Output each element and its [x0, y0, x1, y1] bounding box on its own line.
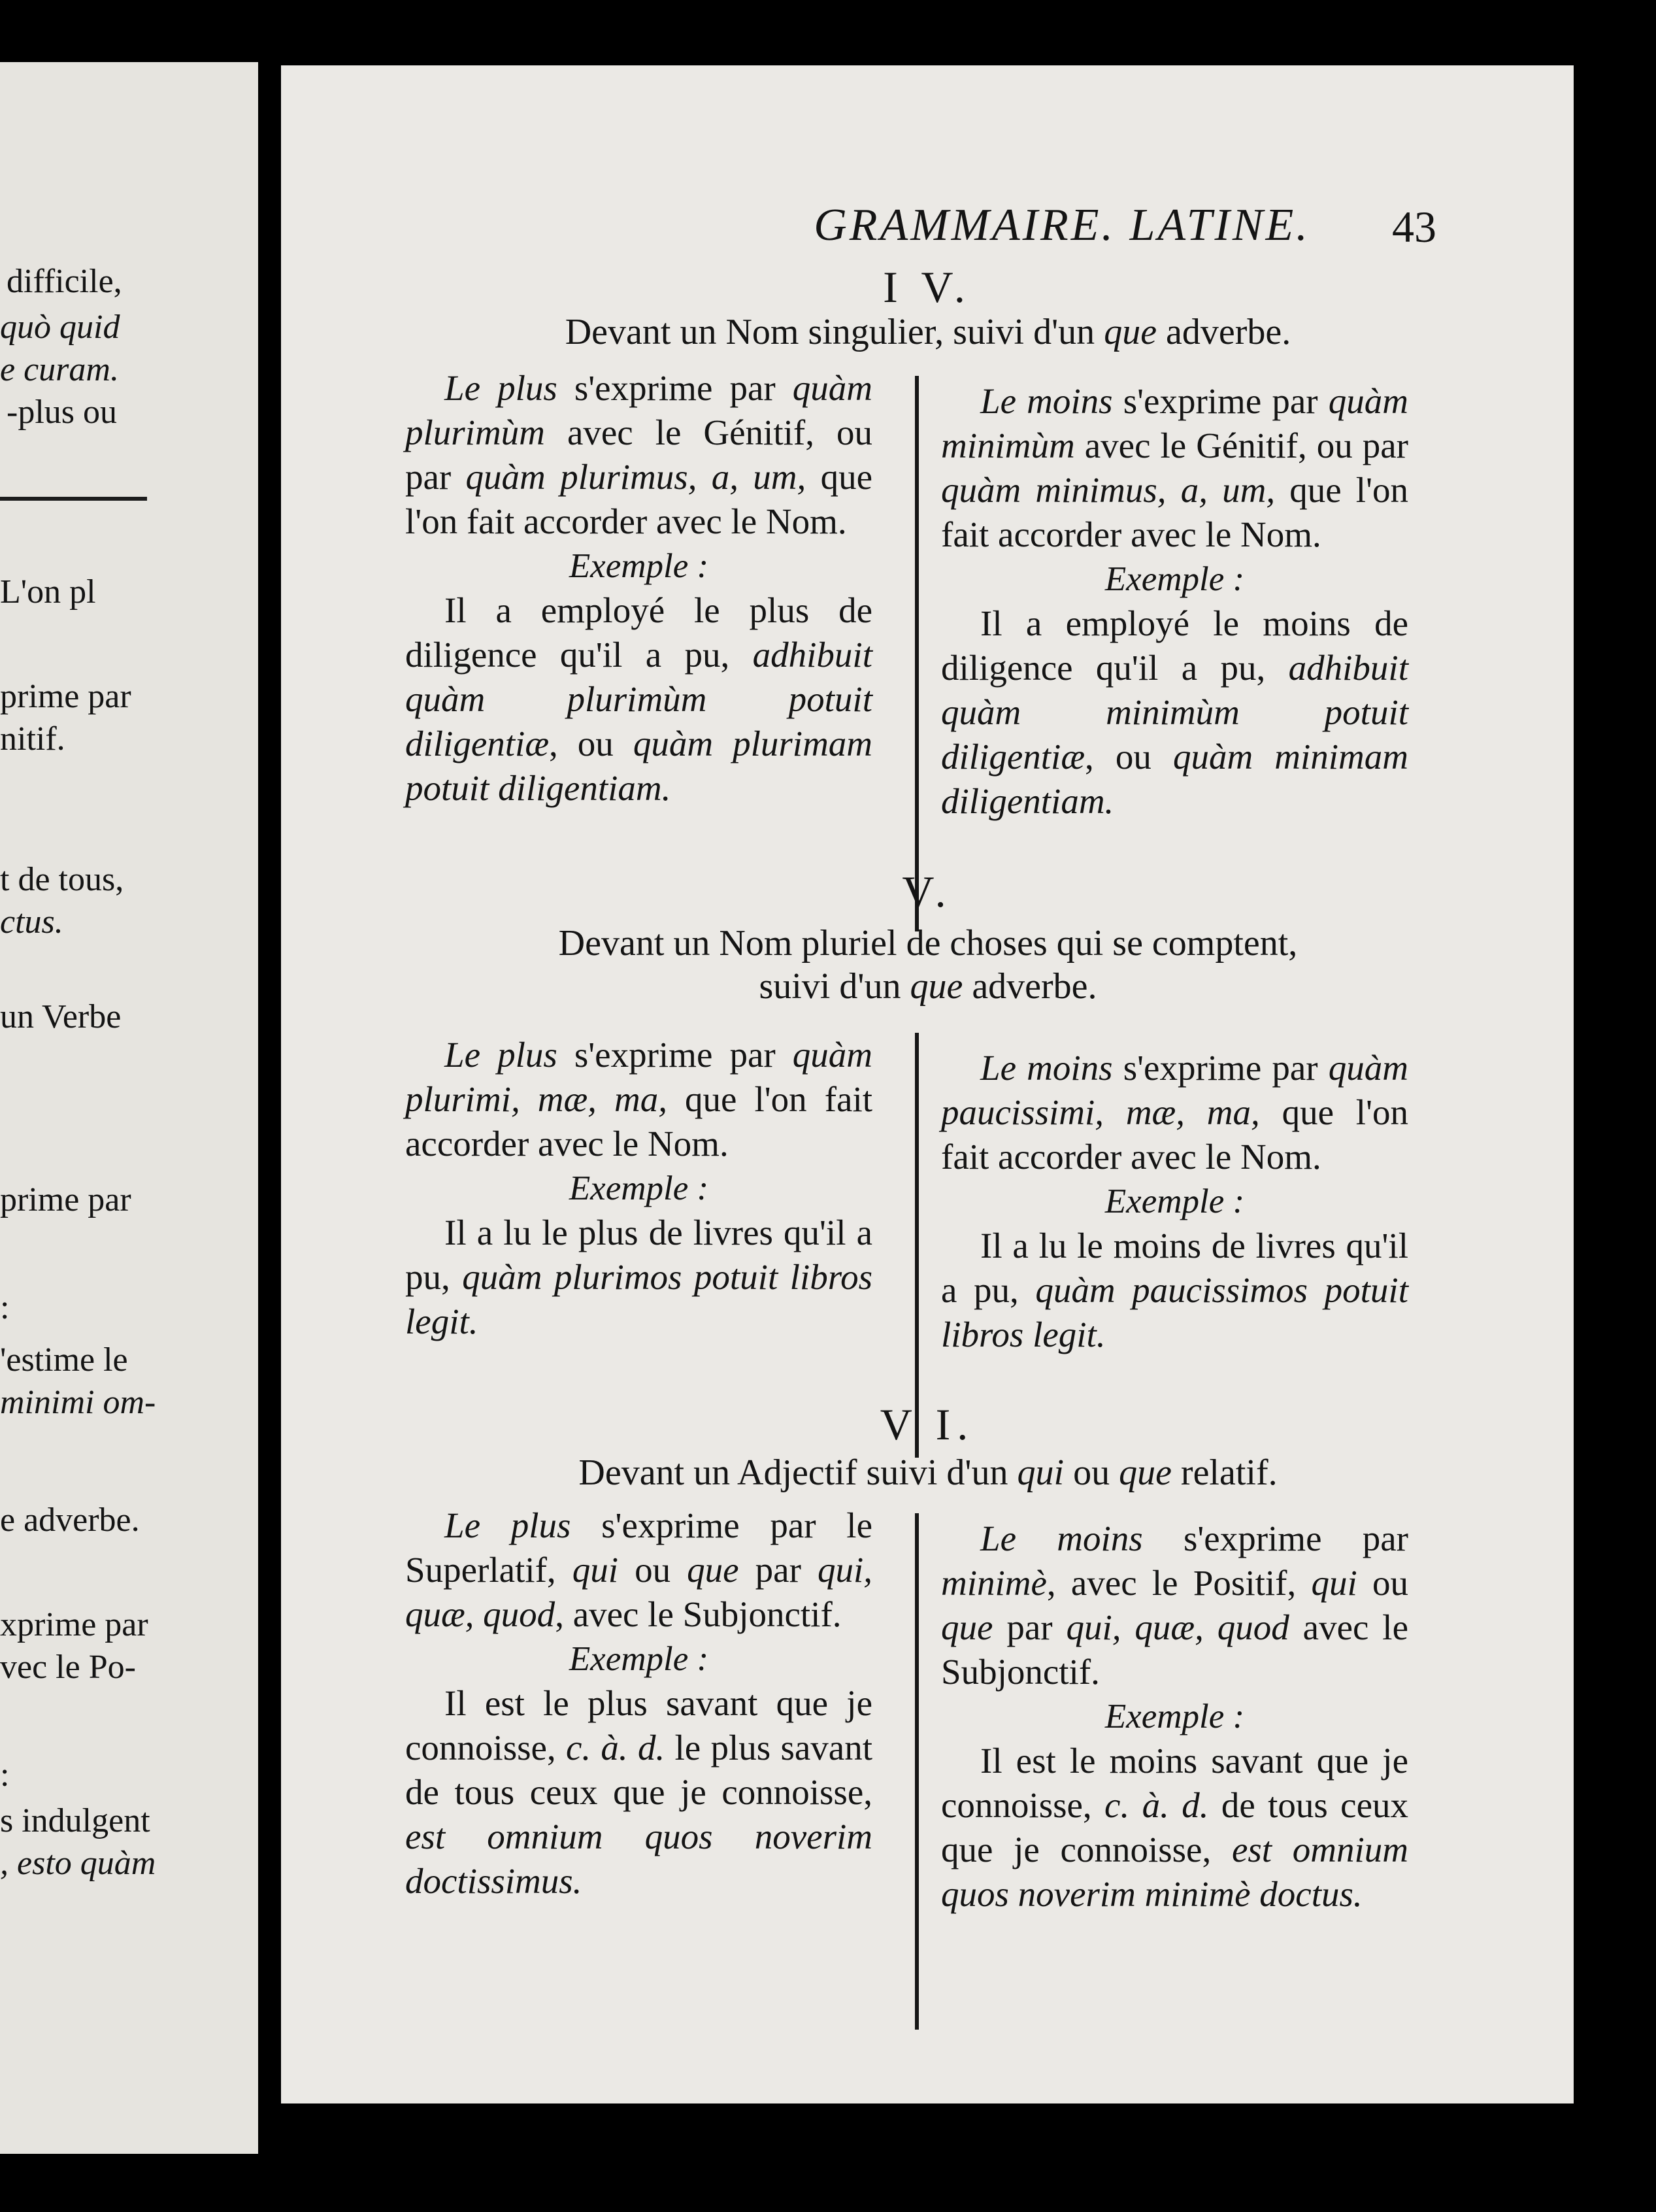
right-column: [941, 1046, 1408, 1357]
left-page-fragment-text: vec le Po-: [0, 1649, 136, 1686]
rule-text: Le moins s'exprime par minimè, avec le Positif, qui ou que par qui, quæ, quod avec le Subjonctif.: [941, 1518, 1409, 1692]
left-page-fragment-text: prime par: [0, 678, 131, 715]
example-text: Il est le plus savant que je connoisse, c. à. d. le plus savant de tous ceux que je connoisse, est omnium quos noverim doctissimus.: [405, 1683, 873, 1901]
left-page-fragment-text: :: [0, 1289, 10, 1326]
section-heading: Devant un Adjectif suivi d'un qui ou que relatif.: [578, 1452, 1278, 1493]
rule-text: Le moins s'exprime par quàm minimùm avec le Génitif, ou par quàm minimus, a, um, que l'on fait accorder avec le Nom.: [941, 381, 1408, 554]
left-page-fragment-text: ctus.: [0, 903, 63, 941]
example-label: Exemple :: [1104, 1182, 1245, 1220]
example-text: Il a employé le moins de diligence qu'il a pu, adhibuit quàm minimùm potuit diligentiæ, ou quàm minimam diligentiam.: [941, 603, 1408, 821]
section-number: V I.: [880, 1399, 975, 1449]
example-text: Il a lu le plus de livres qu'il a pu, quàm plurimos potuit libros legit.: [405, 1213, 873, 1341]
left-page-fragment-text: minimi om-: [0, 1384, 156, 1421]
column-divider: [915, 376, 919, 931]
running-header: GRAMMAIRE. LATINE.: [814, 200, 1310, 250]
left-page-fragment-text: xprime par: [0, 1606, 148, 1643]
column-divider: [915, 1513, 919, 2030]
left-page-fragment-text: , esto quàm: [0, 1845, 156, 1882]
rule-text: Le plus s'exprime par quàm plurimi, mæ, ma, que l'on fait accorder avec le Nom.: [405, 1035, 873, 1164]
left-page-fragment-text: 'estime le: [0, 1341, 128, 1379]
section-number: I V.: [883, 262, 972, 312]
left-page-fragment: [0, 62, 258, 2154]
page-number: 43: [1392, 202, 1436, 252]
left-page-fragment-text: :: [0, 1756, 10, 1794]
section-heading: Devant un Nom pluriel de choses qui se comptent, suivi d'un que adverbe.: [558, 923, 1298, 1007]
right-column: [941, 379, 1408, 824]
left-page-fragment-text: e adverbe.: [0, 1501, 140, 1539]
right-column: [941, 1517, 1408, 1917]
example-text: Il a lu le moins de livres qu'il a pu, quàm paucissimos potuit libros legit.: [941, 1226, 1408, 1354]
left-column: [405, 1503, 872, 1903]
section-heading: Devant un Nom singulier, suivi d'un que adverbe.: [565, 312, 1291, 352]
rule-text: Le moins s'exprime par quàm paucissimi, mæ, ma, que l'on fait accorder avec le Nom.: [941, 1048, 1409, 1177]
example-label: Exemple :: [1104, 1698, 1245, 1735]
example-label: Exemple :: [1104, 560, 1245, 598]
left-page-rule: [0, 497, 147, 501]
rule-text: Le plus s'exprime par quàm plurimùm avec le Génitif, ou par quàm plurimus, a, um, que l'on fait accorder avec le Nom.: [405, 368, 873, 541]
left-page-fragment-text: t de tous,: [0, 861, 124, 898]
left-column: [405, 366, 872, 811]
left-page-fragment-text: e curam.: [0, 351, 119, 388]
left-column: [405, 1033, 872, 1344]
left-page-fragment-text: un Verbe: [0, 998, 122, 1035]
left-page-fragment-text: difficile,: [7, 263, 122, 300]
left-page-fragment-text: prime par: [0, 1181, 131, 1218]
example-label: Exemple :: [569, 547, 709, 585]
left-page-fragment-text: L'on pl: [0, 573, 96, 611]
example-label: Exemple :: [569, 1169, 709, 1207]
column-divider: [915, 1033, 919, 1458]
left-page-fragment-text: -plus ou: [7, 394, 117, 431]
example-text: Il est le moins savant que je connoisse, c. à. d. de tous ceux que je connoisse, est omnium quos noverim minimè doctus.: [941, 1741, 1409, 1914]
section-number: V.: [902, 867, 953, 916]
rule-text: Le plus s'exprime par le Superlatif, qui ou que par qui, quæ, quod, avec le Subjonctif.: [405, 1505, 872, 1634]
left-page-fragment-text: nitif.: [0, 720, 65, 758]
right-page: [281, 65, 1574, 2103]
left-page-fragment-text: s indulgent: [0, 1802, 150, 1839]
example-label: Exemple :: [569, 1640, 709, 1678]
left-page-fragment-text: quò quid: [0, 309, 120, 346]
example-text: Il a employé le plus de diligence qu'il a pu, adhibuit quàm plurimùm potuit diligentiæ, ou quàm plurimam potuit diligentiam.: [405, 590, 873, 808]
